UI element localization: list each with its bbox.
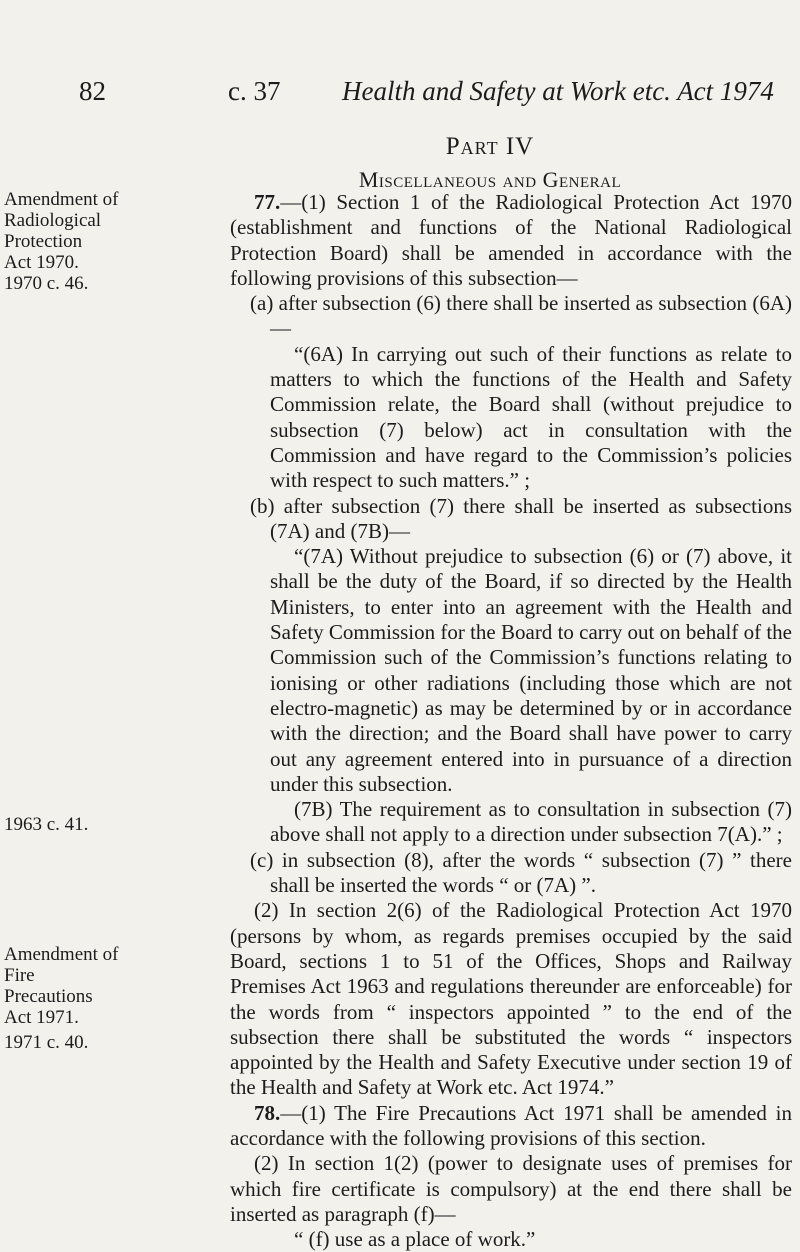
chapter-reference: c. 37: [228, 76, 281, 106]
section-77-subsection-2: (2) In section 2(6) of the Radiological Protection Act 1970 (persons by whom, as regards premises occupied by the said Board, sections 1 to 51 of the Offices, Shops and Railway Premises Act 1963 and regulations thereunder are enforceable) for the words from “ inspectors appointed ” to the end of the subsection there shall be substituted the words “ inspectors appointed by the Health and Safety Executive under section 19 of the Health and Safety at Work etc. Act 1974.”: [230, 898, 792, 1100]
margin-note-line: Protection: [4, 231, 83, 252]
margin-note-line: Precautions: [4, 986, 93, 1007]
margin-note-line: 1971 c. 40.: [4, 1032, 89, 1053]
quote-6A: “(6A) In carrying out such of their functions as relate to matters to which the functions of the Health and Safety Commission relate, the Board shall (without prejudice to subsection (7) below) act in consultation with the Commission and have regard to the Commission’s policies with respect to such matters.” ;: [270, 341, 792, 493]
paragraph-b: (b) after subsection (7) there shall be inserted as subsections (7A) and (7B)—: [250, 493, 792, 543]
quote-7B: (7B) The requirement as to consultation in subsection (7) above shall not apply to a direction under subsection 7(A).” ;: [270, 797, 792, 847]
section-number: 78.: [254, 1100, 281, 1125]
section-78-intro: [230, 1101, 792, 1152]
running-header: [0, 76, 800, 116]
margin-note-line: Fire: [4, 965, 35, 986]
part-heading: Part IV: [445, 133, 535, 160]
section-text: —(1) The Fire Precautions Act 1971 shall be amended in accordance with the following provisions of this section.: [230, 1100, 792, 1150]
section-77-intro: [230, 190, 792, 291]
paragraph-a: (a) after subsection (6) there shall be inserted as subsection (6A)—: [250, 291, 792, 341]
quote-7A: “(7A) Without prejudice to subsection (6) or (7) above, it shall be the duty of the Board, if so directed by the Health Ministers, to enter into an agreement with the Health and Safety Commission for the Board to carry out on behalf of the Commission such of the Commission’s functions relating to ionising or other radiations (including those which are not electro-magnetic) as may be determined by or in accordance with the direction; and the Board shall have power to carry out any agreement entered into in pursuance of a direction under this subsection.: [270, 544, 792, 796]
margin-note-1963: 1963 c. 41.: [4, 814, 89, 835]
quote-f: “ (f) use as a place of work.”: [294, 1227, 536, 1252]
margin-note-line: Act 1971.: [4, 1007, 79, 1028]
section-number: 77.: [254, 190, 281, 214]
section-78-subsection-2: (2) In section 1(2) (power to designate uses of premises for which fire certificate is compulsory) at the end there shall be inserted as paragraph (f)—: [230, 1151, 792, 1226]
margin-note-section-77: [4, 189, 132, 294]
margin-note-section-78: [4, 944, 132, 1053]
paragraph-c: (c) in subsection (8), after the words “ subsection (7) ” there shall be inserted the words “ or (7A) ”.: [250, 847, 792, 898]
page-number: 82: [79, 76, 106, 106]
margin-note-line: Radiological: [4, 210, 102, 231]
section-text: —(1) Section 1 of the Radiological Protection Act 1970 (establishment and functions of the National Radiological Protection Board) shall be amended in accordance with the following provisions of this subsection—: [230, 190, 792, 290]
margin-note-line: Amendment of: [4, 189, 119, 210]
act-title: Health and Safety at Work etc. Act 1974: [342, 76, 774, 106]
margin-note-line: Amendment of: [4, 944, 119, 965]
margin-note-line: 1970 c. 46.: [4, 273, 89, 294]
margin-note-line: Act 1970.: [4, 252, 79, 273]
part-subheading: Miscellaneous and General: [358, 167, 622, 192]
body-text: [230, 190, 792, 1252]
